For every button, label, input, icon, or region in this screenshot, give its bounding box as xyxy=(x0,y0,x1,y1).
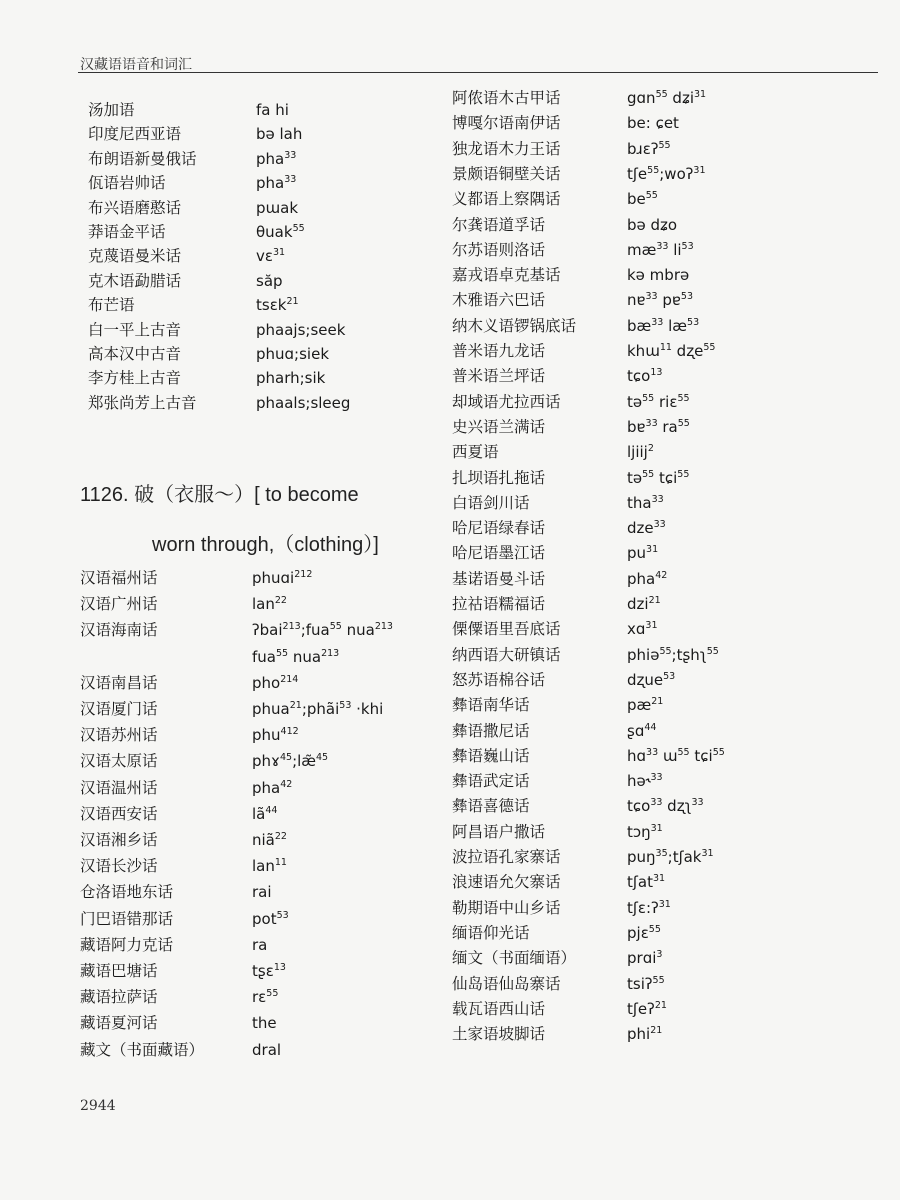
phonetic-form: $bæ^{33}$ $læ^{53}$ xyxy=(627,316,700,335)
language-name: 景颇语铜壁关话 xyxy=(452,164,561,183)
phonetic-form: $pæ^{21}$ xyxy=(627,696,664,715)
language-name: 仙岛语仙岛寨话 xyxy=(452,974,561,993)
language-name: 汉语湘乡话 xyxy=(80,831,158,849)
phonetic-form: phaals;sleeg xyxy=(256,393,351,412)
language-name: 嘉戎语卓克基话 xyxy=(452,266,561,285)
language-name: 博嘎尔语南伊话 xyxy=(452,114,561,133)
phonetic-form: bɐ$^{33}$ $ra^{55}$ xyxy=(627,417,690,436)
phonetic-form: niã$^{22}$ xyxy=(252,831,287,849)
phonetic-form: tsiʔ$^{55}$ xyxy=(627,974,665,993)
language-name: 汉语福州话 xyxy=(80,569,158,587)
language-name: 藏语巴塘话 xyxy=(80,962,158,980)
phonetic-form: tɕo$^{13}$ xyxy=(627,367,663,386)
language-name: 克木语勐腊话 xyxy=(88,271,182,290)
phonetic-form: ljiij$^2$ xyxy=(627,443,654,462)
phonetic-form: phuɑ;siek xyxy=(256,345,330,363)
language-name: 布兴语磨憨话 xyxy=(88,198,182,217)
phonetic-form: fua$^{55}$ nua$^{213}$ xyxy=(252,647,340,666)
language-name: 仓洛语地东话 xyxy=(80,883,174,902)
phonetic-form: tʃɛ:ʔ$^{31}$ xyxy=(627,898,671,917)
phonetic-form: phua$^{21}$;phãi$^{53}$ ·khi xyxy=(252,700,384,718)
language-name: 基诺语曼斗话 xyxy=(452,569,546,588)
phonetic-form: xɑ$^{31}$ xyxy=(627,620,658,639)
language-name: 汉语广州话 xyxy=(80,595,158,614)
language-name: 白一平上古音 xyxy=(88,320,182,339)
phonetic-form: tɕo$^{33}$ dʐʅ$^{33}$ xyxy=(627,797,704,816)
language-name: 阿昌语户撒话 xyxy=(452,822,546,841)
language-name: 纳木义语锣锅底话 xyxy=(452,316,577,335)
phonetic-form: tə$^{55}$ tɕi$^{55}$ xyxy=(627,468,690,487)
language-name: 拉祜语糯福话 xyxy=(452,595,546,613)
phonetic-form: dze$^{33}$ xyxy=(627,519,666,538)
phonetic-form: phɤ$^{45}$;læ̃$^{45}$ xyxy=(252,752,329,771)
phonetic-form: lan$^{11}$ xyxy=(252,857,287,876)
language-name: 哈尼语绿春话 xyxy=(452,519,546,538)
entry-title-line1: 1126. 破（衣服～）[ to become xyxy=(80,484,359,506)
language-name: 波拉语孔家寨话 xyxy=(452,848,561,866)
phonetic-form: phu$^{412}$ xyxy=(252,726,299,745)
language-name: 尔苏语则洛话 xyxy=(452,240,546,259)
language-name: 纳西语大研镇话 xyxy=(452,645,561,664)
page-number: 2944 xyxy=(80,1098,116,1114)
phonetic-form: kə mbrə xyxy=(627,266,690,285)
phonetic-form: bɹɛʔ$^{55}$ xyxy=(627,139,671,158)
phonetic-form: be: ɕet xyxy=(627,114,679,133)
phonetic-form: θuak$^{55}$ xyxy=(256,223,305,241)
running-header: 汉藏语语音和词汇 xyxy=(80,57,192,73)
language-name: 藏语拉萨话 xyxy=(80,988,158,1007)
phonetic-form: tha$^{33}$ xyxy=(627,493,664,512)
phonetic-form: pot$^{53}$ xyxy=(252,909,289,928)
language-name: 汉语西安话 xyxy=(80,804,158,823)
phonetic-form: gɑn$^{55}$ dʑi$^{31}$ xyxy=(627,89,707,107)
language-name: 怒苏语棉谷话 xyxy=(452,670,546,689)
language-name: 汉语厦门话 xyxy=(80,700,158,718)
language-name: 布芒语 xyxy=(88,296,135,315)
phonetic-form: phaajs;seek xyxy=(256,320,346,339)
phonetic-form: tɔŋ$^{31}$ xyxy=(627,822,663,841)
language-name: 白语剑川话 xyxy=(452,493,530,512)
phonetic-form: khɯ$^{11}$ dʐe$^{55}$ xyxy=(627,342,716,360)
language-name: 西夏语 xyxy=(452,443,499,462)
language-name: 汉语太原话 xyxy=(80,752,158,771)
phonetic-form: pharh;sik xyxy=(256,369,326,388)
phonetic-form: pho$^{214}$ xyxy=(252,673,299,692)
phonetic-form: $lã^{44}$ xyxy=(252,804,278,823)
phonetic-form: ra xyxy=(252,935,268,954)
phonetic-form: pɯak xyxy=(256,198,299,217)
phonetic-form: prɑi$^3$ xyxy=(627,949,663,968)
phonetic-form: $be^{55}$ xyxy=(627,190,658,209)
language-name: 阿侬语木古甲话 xyxy=(452,89,561,107)
phonetic-form: ʂɑ$^{44}$ xyxy=(627,721,657,740)
language-name: 傈僳语里吾底话 xyxy=(452,620,561,639)
phonetic-form: hɑ$^{33}$ ɯ$^{55}$ tɕi$^{55}$ xyxy=(627,746,725,765)
language-name: 汉语海南话 xyxy=(80,621,158,640)
entry-title-line2: worn through,（clothing）] xyxy=(152,534,379,556)
language-name: 布朗语新曼俄话 xyxy=(88,149,197,168)
phonetic-form: phiə$^{55}$;tʂhʅ$^{55}$ xyxy=(627,645,719,664)
language-name: 彝语武定话 xyxy=(452,772,530,791)
phonetic-form: pha$^{33}$ xyxy=(256,174,297,193)
language-name: 莽语金平话 xyxy=(88,223,166,241)
phonetic-form: dral xyxy=(252,1040,282,1059)
language-name: 却域语尤拉西话 xyxy=(452,392,561,411)
language-name: 普米语兰坪话 xyxy=(452,367,546,386)
language-name: 彝语巍山话 xyxy=(452,746,530,765)
language-name: 高本汉中古音 xyxy=(88,345,182,363)
language-name: 木雅语六巴话 xyxy=(452,291,546,310)
header-rule xyxy=(78,72,878,73)
phonetic-form: fa hi xyxy=(256,101,289,119)
phonetic-form: phi$^{21}$ xyxy=(627,1025,663,1044)
phonetic-form: pha$^{33}$ xyxy=(256,149,297,168)
language-name: 彝语撒尼话 xyxy=(452,721,530,740)
phonetic-form: tʂɛ$^{13}$ xyxy=(252,962,286,980)
phonetic-form: tsɛk$^{21}$ xyxy=(256,296,299,315)
language-name: 佤语岩帅话 xyxy=(88,174,166,193)
phonetic-form: pjɛ$^{55}$ xyxy=(627,923,661,942)
phonetic-form: dʐue$^{53}$ xyxy=(627,670,676,689)
phonetic-form: tə$^{55}$ riɛ$^{55}$ xyxy=(627,392,690,411)
phonetic-form: $pu^{31}$ xyxy=(627,544,659,563)
language-name: 彝语喜德话 xyxy=(452,797,530,816)
language-name: 浪速语允欠寨话 xyxy=(452,873,561,892)
phonetic-form: tʃeʔ$^{21}$ xyxy=(627,999,667,1018)
phonetic-form: rɛ$^{55}$ xyxy=(252,988,279,1007)
phonetic-form: the xyxy=(252,1014,277,1033)
phonetic-form: hə˞$^{33}$ xyxy=(627,772,663,791)
language-name: 李方桂上古音 xyxy=(88,369,182,388)
language-name: 汉语南昌话 xyxy=(80,673,158,692)
language-name: 义都语上察隅话 xyxy=(452,190,561,209)
language-name: 汉语苏州话 xyxy=(80,726,158,745)
phonetic-form: tʃe$^{55}$;woʔ$^{31}$ xyxy=(627,164,706,183)
language-name: 缅语仰光话 xyxy=(452,923,530,942)
language-name: 藏文（书面藏语） xyxy=(80,1040,205,1059)
language-name: 藏语阿力克话 xyxy=(80,935,174,954)
language-name: 普米语九龙话 xyxy=(452,342,546,360)
language-name: 扎坝语扎拖话 xyxy=(452,468,546,487)
language-name: 尔龚语道孚话 xyxy=(452,215,546,234)
language-name: 土家语坡脚话 xyxy=(452,1025,546,1044)
language-name: 勒期语中山乡话 xyxy=(452,898,561,917)
language-name: 印度尼西亚语 xyxy=(88,125,182,144)
phonetic-form: phuɑi$^{212}$ xyxy=(252,569,313,587)
language-name: 独龙语木力王话 xyxy=(452,139,561,158)
phonetic-form: dzi$^{21}$ xyxy=(627,595,661,613)
language-name: 克蔑语曼米话 xyxy=(88,247,182,266)
language-name: 郑张尚芳上古音 xyxy=(88,393,197,412)
language-name: 汉语温州话 xyxy=(80,778,158,797)
phonetic-form: nɐ$^{33}$ pɐ$^{53}$ xyxy=(627,291,693,310)
phonetic-form: rai xyxy=(252,883,272,902)
language-name: 史兴语兰满话 xyxy=(452,417,546,436)
phonetic-form: vɛ$^{31}$ xyxy=(256,247,286,266)
phonetic-form: săp xyxy=(256,271,283,290)
language-name: 汤加语 xyxy=(88,101,135,119)
phonetic-form: bə lah xyxy=(256,125,303,144)
phonetic-form: pha$^{42}$ xyxy=(627,569,668,588)
language-name: 缅文（书面缅语） xyxy=(452,949,577,968)
phonetic-form: ʔbai$^{213}$;fua$^{55}$ nua$^{213}$ xyxy=(252,621,393,640)
phonetic-form: $mæ^{33}$ $li^{53}$ xyxy=(627,240,694,259)
language-name: 载瓦语西山话 xyxy=(452,999,546,1018)
phonetic-form: pha$^{42}$ xyxy=(252,778,293,797)
language-name: 汉语长沙话 xyxy=(80,857,158,876)
phonetic-form: lan$^{22}$ xyxy=(252,595,287,614)
language-name: 哈尼语墨江话 xyxy=(452,544,546,563)
phonetic-form: bə dʑo xyxy=(627,215,678,234)
phonetic-form: tʃat$^{31}$ xyxy=(627,873,666,892)
language-name: 门巴语错那话 xyxy=(80,909,174,928)
phonetic-form: puŋ$^{35}$;tʃak$^{31}$ xyxy=(627,848,714,866)
language-name: 藏语夏河话 xyxy=(80,1014,158,1033)
language-name: 彝语南华话 xyxy=(452,696,530,715)
